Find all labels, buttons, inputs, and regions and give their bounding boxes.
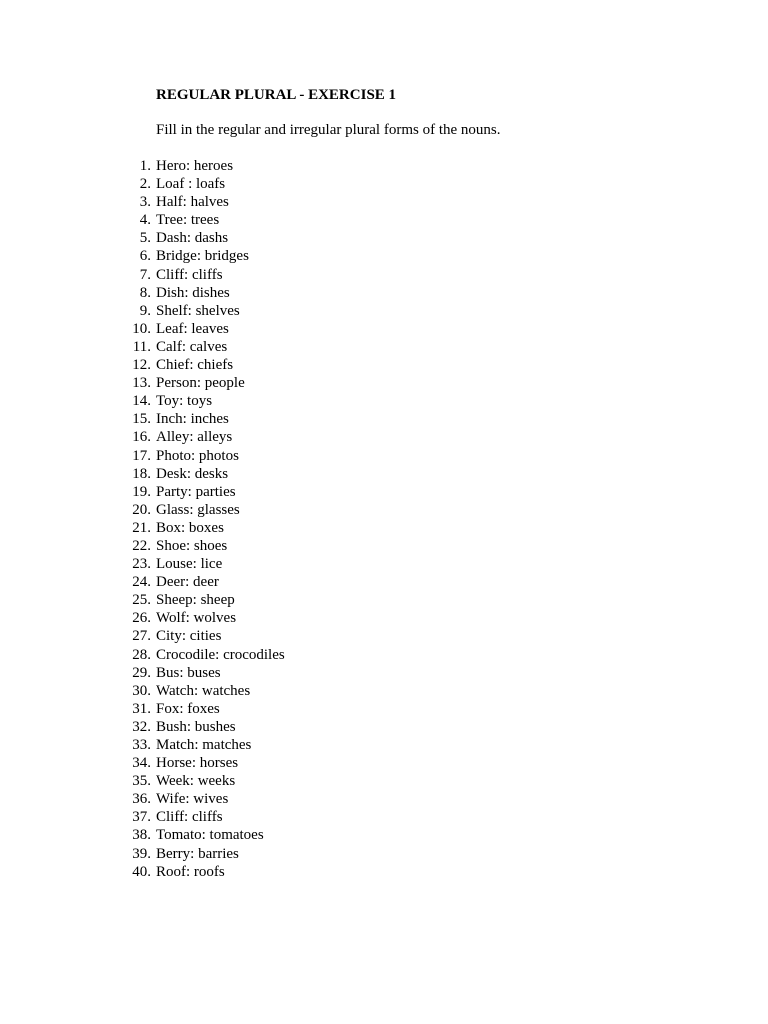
list-item-number: 28. [132, 646, 151, 663]
list-item-number: 23. [132, 556, 151, 573]
list-item-text: Loaf : loafs [156, 176, 226, 193]
list-item-number: 30. [132, 682, 151, 699]
instructions-text: Fill in the regular and irregular plural forms of the nouns. [156, 122, 501, 138]
list-item-text: Watch: watches [156, 682, 251, 699]
list-item-text: Wife: wives [156, 791, 229, 808]
list-item-text: Calf: calves [156, 338, 228, 355]
list-item-number: 7. [139, 266, 151, 283]
list-item-number: 34. [132, 755, 151, 772]
list-item-text: City: cities [156, 628, 222, 645]
list-item-text: Berry: barries [156, 845, 239, 862]
list-item-number: 6. [139, 248, 151, 265]
list-item-number: 22. [132, 537, 151, 554]
list-item-number: 17. [132, 447, 151, 464]
list-item-number: 39. [132, 845, 151, 862]
list-item-text: Cliff: cliffs [156, 809, 223, 826]
list-item-number: 14. [132, 393, 151, 410]
list-item-text: Crocodile: crocodiles [156, 646, 285, 663]
list-item-number: 31. [132, 700, 151, 717]
list-item-number: 11. [132, 338, 151, 355]
list-item-text: Toy: toys [156, 393, 213, 410]
list-item-number: 24. [132, 574, 151, 591]
list-item-number: 13. [132, 375, 151, 392]
list-item-number: 2. [139, 176, 151, 193]
list-item-text: Horse: horses [156, 755, 239, 772]
list-item-number: 21. [132, 519, 151, 536]
list-item-text: Week: weeks [156, 773, 236, 790]
list-item-text: Tree: trees [156, 212, 220, 229]
list-item-number: 32. [132, 718, 151, 735]
list-item-number: 20. [132, 501, 151, 518]
list-item-text: Box: boxes [156, 519, 224, 536]
list-item-text: Photo: photos [156, 447, 239, 464]
list-item-text: Cliff: cliffs [156, 266, 223, 283]
list-item-number: 19. [132, 483, 151, 500]
list-item-number: 29. [132, 664, 151, 681]
list-item-number: 25. [132, 592, 151, 609]
list-item-number: 33. [132, 737, 151, 753]
list-item-number: 37. [132, 809, 151, 826]
list-item-number: 16. [132, 429, 151, 446]
list-item-text: Wolf: wolves [156, 610, 237, 627]
list-item-text: Roof: roofs [156, 863, 225, 880]
list-item-text: Person: people [156, 375, 245, 392]
list-item-text: Leaf: leaves [156, 320, 229, 337]
list-item-number: 35. [132, 773, 151, 790]
list-item-text: Hero: heroes [156, 158, 234, 174]
list-item-text: Shoe: shoes [156, 537, 228, 554]
list-item-text: Dish: dishes [156, 284, 230, 301]
list-item-text: Deer: deer [156, 574, 219, 591]
list-item-text: Tomato: tomatoes [156, 827, 264, 844]
list-item-number: 1. [139, 158, 151, 174]
list-item-text: Glass: glasses [156, 501, 240, 518]
list-item-text: Desk: desks [156, 465, 229, 482]
list-item-text: Inch: inches [156, 411, 229, 428]
list-item-text: Match: matches [156, 737, 252, 753]
list-item-text: Sheep: sheep [156, 592, 235, 609]
list-item-text: Bus: buses [156, 664, 221, 681]
list-item-number: 38. [132, 827, 151, 844]
list-item-text: Shelf: shelves [156, 302, 240, 319]
list-item-number: 18. [132, 465, 151, 482]
list-item-number: 12. [132, 357, 151, 374]
list-item-text: Dash: dashs [156, 230, 229, 247]
list-item-text: Bush: bushes [156, 718, 236, 735]
list-item-text: Half: halves [156, 194, 229, 211]
list-item-text: Party: parties [156, 483, 236, 500]
list-item-number: 5. [139, 230, 151, 247]
list-item-number: 26. [132, 610, 151, 627]
list-item-text: Fox: foxes [156, 700, 220, 717]
list-item-number: 10. [132, 320, 151, 337]
list-item-number: 36. [132, 791, 151, 808]
list-item-number: 8. [139, 284, 151, 301]
list-item-number: 9. [139, 302, 151, 319]
list-item-number: 27. [132, 628, 151, 645]
list-item-number: 15. [132, 411, 151, 428]
page-title: REGULAR PLURAL - EXERCISE 1 [156, 87, 397, 103]
list-item-text: Alley: alleys [156, 429, 233, 446]
list-item-text: Chief: chiefs [156, 357, 234, 374]
list-item-number: 4. [139, 212, 151, 229]
list-item-number: 40. [132, 863, 151, 880]
list-item-number: 3. [139, 194, 151, 211]
list-item-text: Bridge: bridges [156, 248, 249, 265]
list-item-text: Louse: lice [156, 556, 223, 573]
